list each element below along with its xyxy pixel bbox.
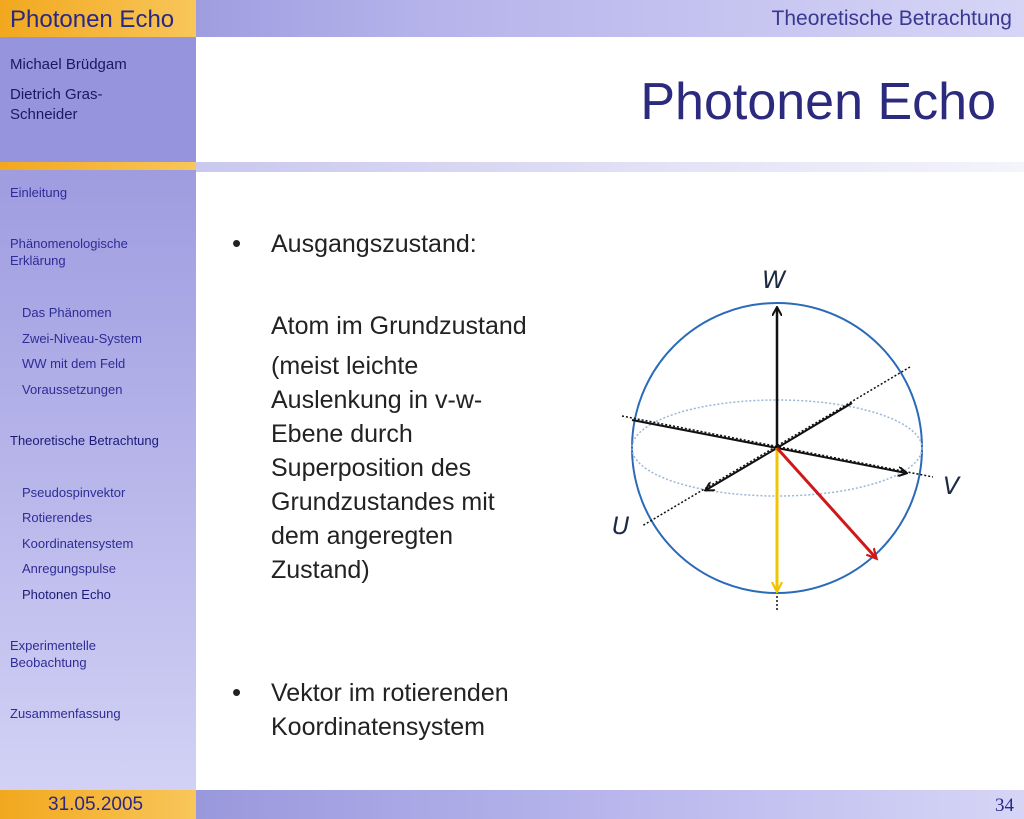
nav-item-phaenomenologische[interactable]: Phänomenologische — [10, 236, 128, 251]
paragraph-line-3: Auslenkung in v-w- — [271, 386, 483, 414]
footer-date: 31.05.2005 — [48, 794, 144, 815]
top-bar — [0, 0, 1024, 37]
axis-label-w: W — [762, 266, 786, 294]
slide-title: Photonen Echo — [640, 73, 996, 131]
nav-item-zwei-niveau-system[interactable]: Zwei-Niveau-System — [22, 331, 142, 346]
paragraph-line-1: Atom im Grundzustand — [271, 312, 527, 340]
paragraph-line-6: Grundzustandes mit — [271, 488, 495, 516]
nav-item-experimentelle-line2[interactable]: Beobachtung — [10, 655, 87, 670]
author-separator — [0, 162, 196, 170]
nav-item-pseudospinvektor[interactable]: Pseudospinvektor — [22, 485, 126, 500]
bloch-sphere-diagram — [600, 262, 980, 622]
paragraph-line-5: Superposition des — [271, 454, 472, 482]
bottom-bar — [0, 790, 1024, 819]
axis-label-u: U — [612, 512, 630, 540]
nav-item-einleitung[interactable]: Einleitung — [10, 185, 68, 200]
author-name-1: Michael Brüdgam — [10, 56, 127, 73]
section-title: Theoretische Betrachtung — [771, 7, 1012, 30]
date-box — [0, 790, 196, 819]
brand-box — [0, 0, 196, 37]
brand-title: Photonen Echo — [10, 6, 175, 33]
title-underline — [196, 162, 1024, 172]
nav-item-experimentelle[interactable]: Experimentelle — [10, 638, 96, 653]
nav-item-theoretische-betrachtung[interactable]: Theoretische Betrachtung — [10, 433, 159, 448]
paragraph-line-7: dem angeregten — [271, 522, 454, 550]
nav-item-rotierendes[interactable]: Rotierendes — [22, 510, 93, 525]
nav-item-phaenomenologische-line2[interactable]: Erklärung — [10, 253, 66, 268]
nav-item-ww-mit-dem-feld[interactable]: WW mit dem Feld — [22, 356, 126, 371]
nav-item-voraussetzungen[interactable]: Voraussetzungen — [22, 382, 123, 397]
author-box — [0, 37, 196, 162]
nav-item-zusammenfassung[interactable]: Zusammenfassung — [10, 706, 121, 721]
axis-label-v: V — [943, 472, 960, 500]
axis-v-back — [632, 420, 777, 448]
author-name-2-cont: Schneider — [10, 106, 78, 123]
nav-item-das-phaenomen[interactable]: Das Phänomen — [22, 305, 112, 320]
nav-item-photonen-echo[interactable]: Photonen Echo — [22, 587, 111, 602]
bullet-ausgangszustand: Ausgangszustand: — [271, 230, 477, 258]
bullet-symbol-1: • — [232, 228, 242, 258]
bullet-symbol-2: • — [232, 677, 242, 707]
paragraph-line-8: Zustand) — [271, 556, 370, 584]
nav-item-anregungspulse[interactable]: Anregungspulse — [22, 561, 116, 576]
nav-item-koordinatensystem[interactable]: Koordinatensystem — [22, 536, 134, 551]
bullet-vektor-line-1: Vektor im rotierenden — [271, 679, 509, 707]
paragraph-line-4: Ebene durch — [271, 420, 413, 448]
axis-u-back — [777, 403, 852, 448]
paragraph-line-2: (meist leichte — [271, 352, 419, 380]
sidebar — [0, 37, 196, 790]
bullet-vektor-line-2: Koordinatensystem — [271, 713, 486, 741]
page-number: 34 — [995, 795, 1014, 816]
author-name-2: Dietrich Gras- — [10, 86, 103, 103]
axis-u — [706, 448, 777, 490]
